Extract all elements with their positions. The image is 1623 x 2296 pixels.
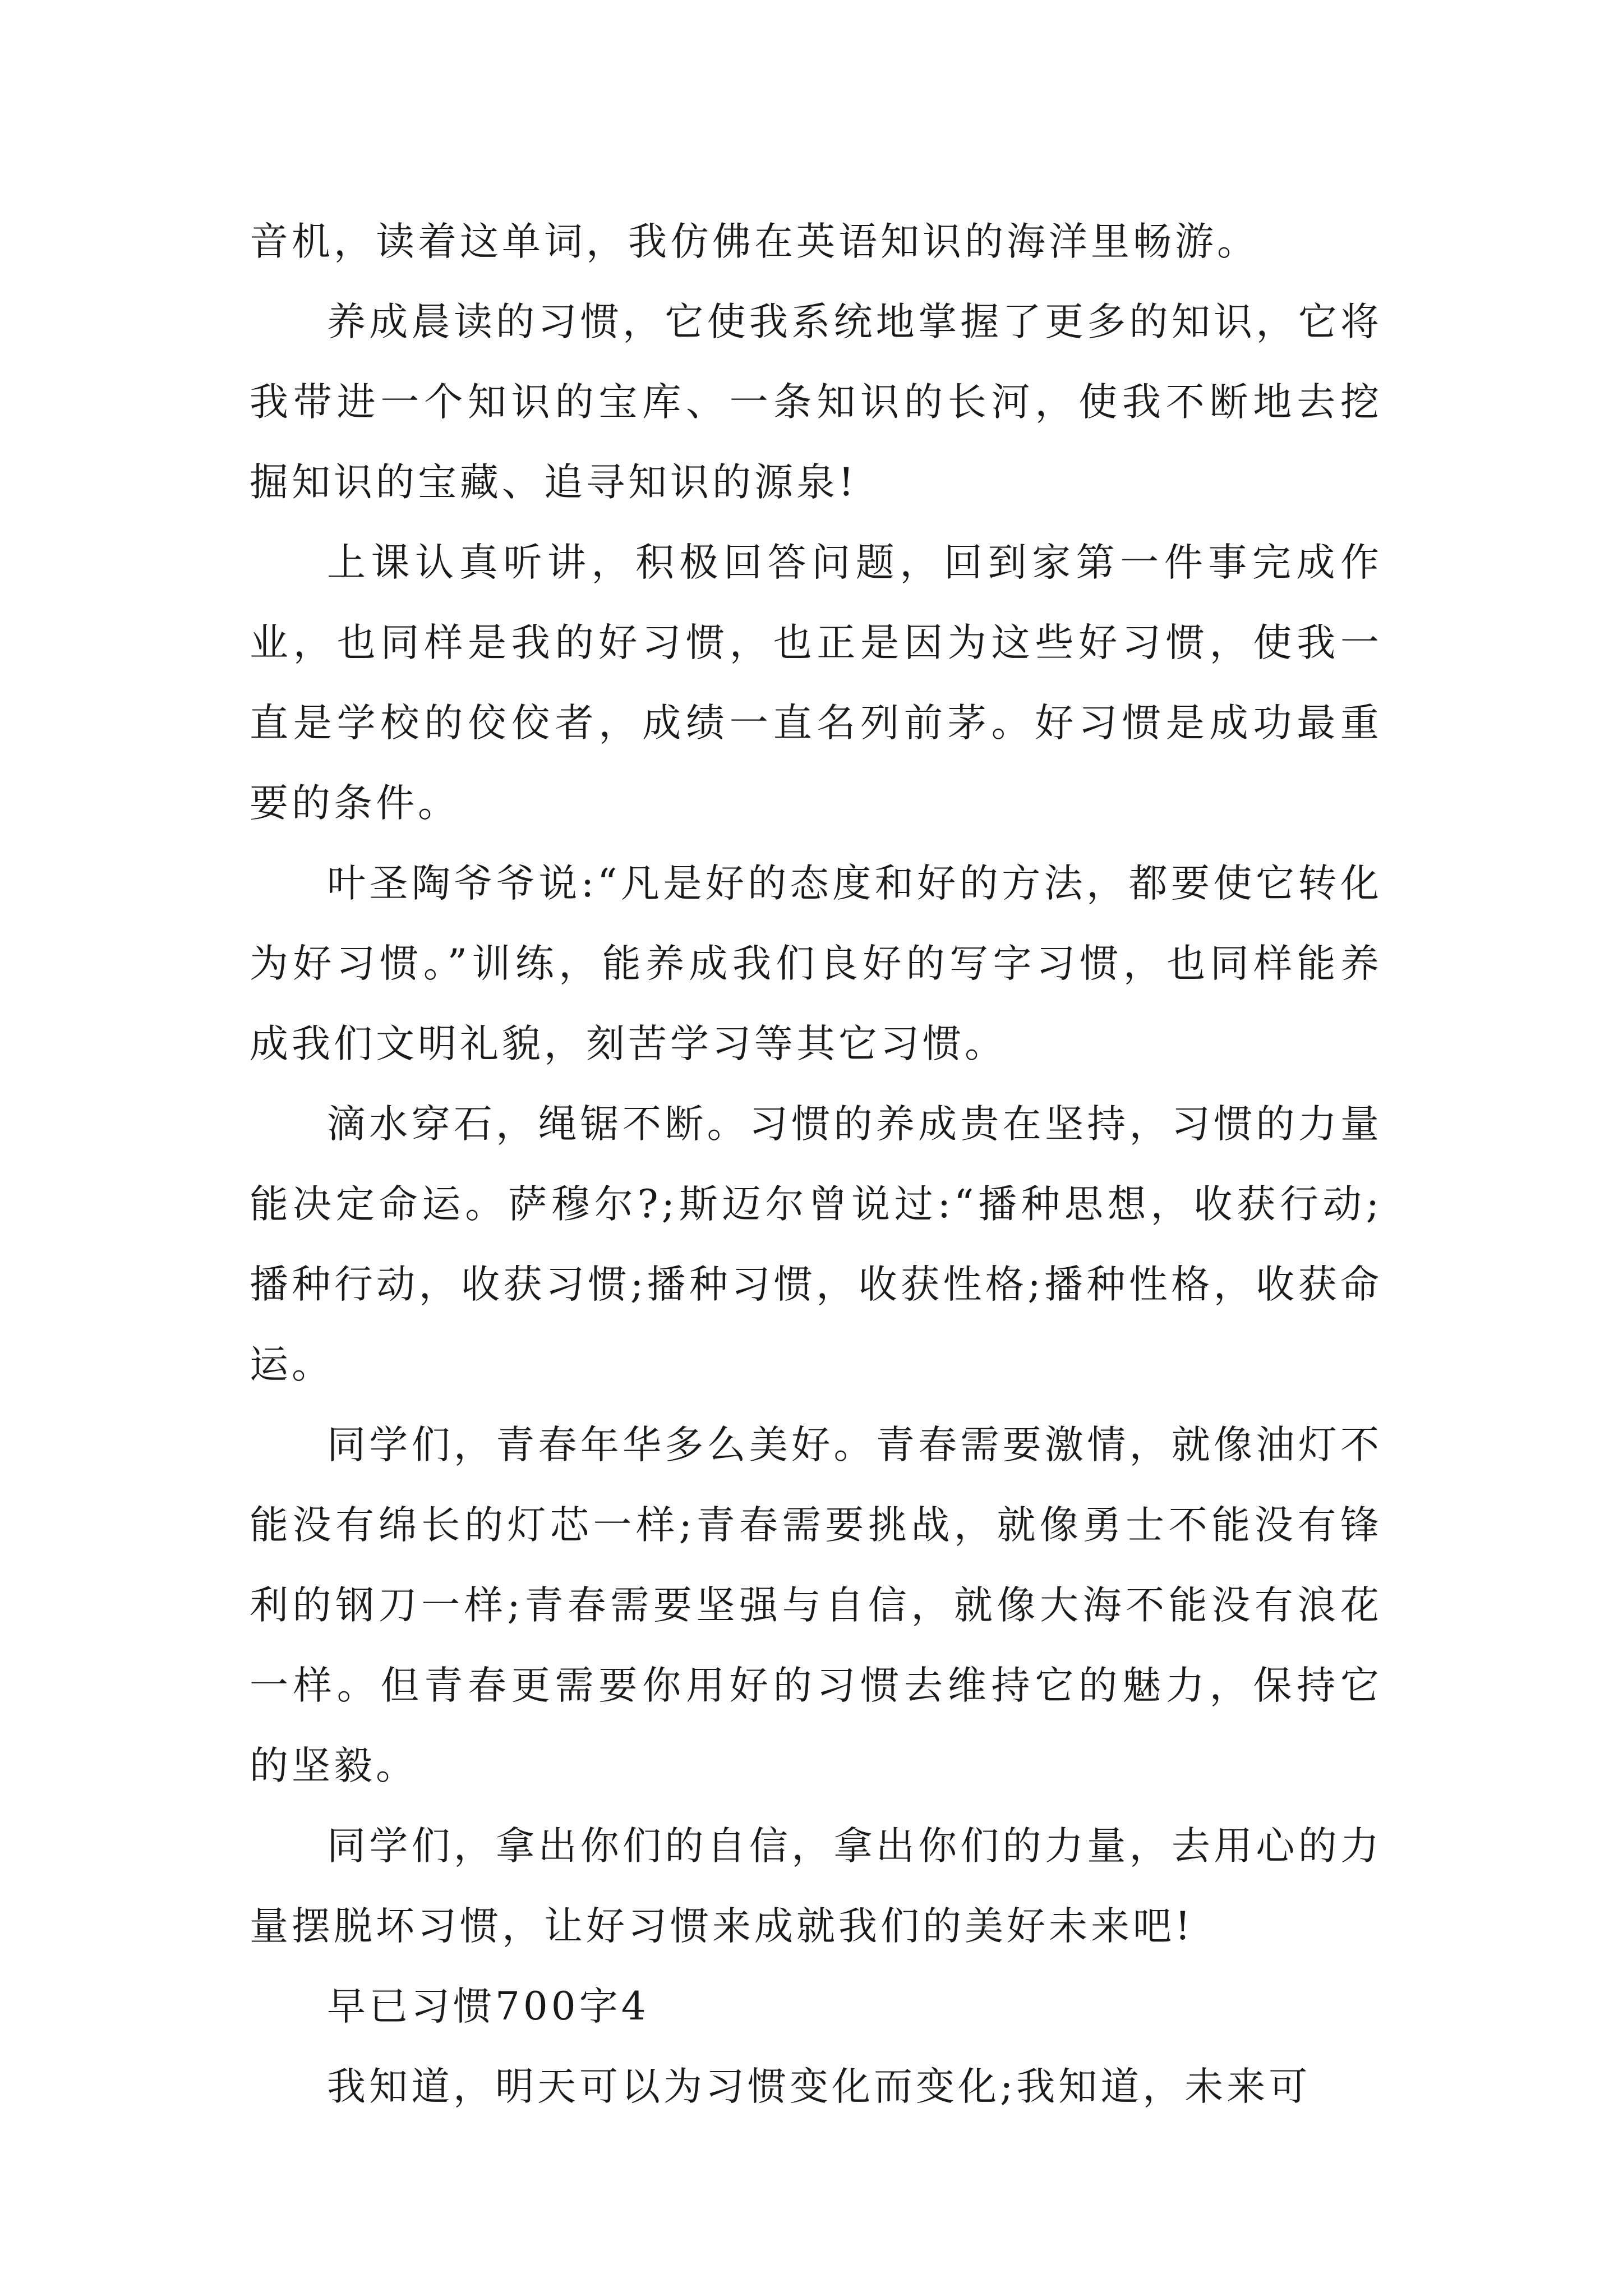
paragraph-1: 音机，读着这单词，我仿佛在英语知识的海洋里畅游。 (250, 219, 1259, 264)
paragraph-2: 养成晨读的习惯，它使我系统地掌握了更多的知识，它将我带进一个知识的宝库、一条知识的长河，使我不断地去挖掘知识的宝藏、追寻知识的源泉! (250, 300, 1382, 505)
paragraph-4: 叶圣陶爷爷说:“凡是好的态度和好的方法，都要使它转化为好习惯。”训练，能养成我们良好的写字习惯，也同样能养成我们文明礼貌，刻苦学习等其它习惯。 (250, 861, 1382, 1066)
document-body (250, 202, 1382, 2127)
paragraph-6: 同学们，青春年华多么美好。青春需要激情，就像油灯不能没有绵长的灯芯一样;青春需要挑战，就像勇士不能没有锋利的钢刀一样;青春需要坚强与自信，就像大海不能没有浪花一样。但青春更需要你用好的习惯去维持它的魅力，保持它的坚毅。 (250, 1423, 1382, 1788)
paragraph-8: 我知道，明天可以为习惯变化而变化;我知道，未来可 (327, 2064, 1311, 2109)
section-heading: 早已习惯700字4 (327, 1984, 649, 2029)
paragraph-5: 滴水穿石，绳锯不断。习惯的养成贵在坚持，习惯的力量能决定命运。萨穆尔?;斯迈尔曾说过:“播种思想，收获行动;播种行动，收获习惯;播种习惯，收获性格;播种性格，收获命运。 (250, 1102, 1382, 1387)
paragraph-7: 同学们，拿出你们的自信，拿出你们的力量，去用心的力量摆脱坏习惯，让好习惯来成就我们的美好未来吧! (250, 1824, 1382, 1949)
paragraph-3: 上课认真听讲，积极回答问题，回到家第一件事完成作业，也同样是我的好习惯，也正是因为这些好习惯，使我一直是学校的佼佼者，成绩一直名列前茅。好习惯是成功最重要的条件。 (250, 540, 1382, 826)
